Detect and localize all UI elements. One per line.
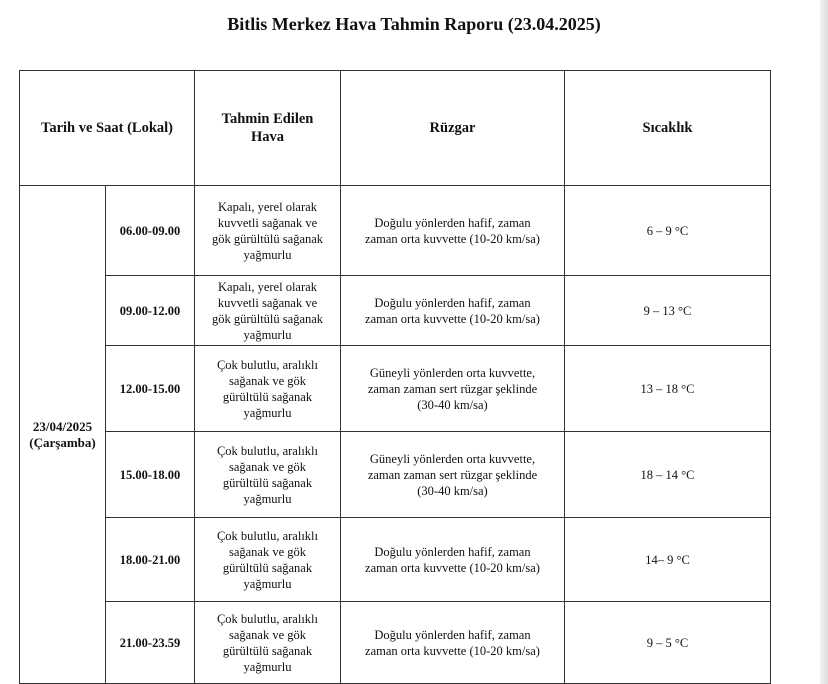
wind-line: zaman zaman sert rüzgar şeklinde [367,467,538,482]
table-row [20,602,771,684]
weather-line: sağanak ve gök [228,544,307,559]
date-cell [20,186,106,684]
header-row [20,71,771,186]
table-row [20,276,771,346]
wind-line: zaman zaman sert rüzgar şeklinde [367,381,538,396]
weather-line: gök gürültülü sağanak [211,311,324,326]
date-line1: 23/04/2025 [32,418,93,434]
wind-cell [341,432,565,518]
weather-line: kuvvetli sağanak ve [217,295,318,310]
wind-cell [341,276,565,346]
weather-line: yağmurlu [243,327,292,342]
header-wind: Rüzgar [341,71,565,186]
time-cell: 15.00-18.00 [106,432,195,518]
table-row [20,186,771,276]
wind-line: (30-40 km/sa) [417,397,488,412]
time-cell: 18.00-21.00 [106,518,195,602]
table-row [20,432,771,518]
weather-line: yağmurlu [243,491,292,506]
table-row [20,346,771,432]
weather-line: yağmurlu [243,247,292,262]
header-temperature: Sıcaklık [565,71,771,186]
weather-cell [195,276,341,346]
weather-line: gürültülü sağanak [222,643,313,658]
time-cell: 06.00-09.00 [106,186,195,276]
weather-line: sağanak ve gök [228,373,307,388]
page-edge [820,0,828,684]
forecast-table [19,70,771,684]
weather-line: sağanak ve gök [228,459,307,474]
weather-line: gürültülü sağanak [222,560,313,575]
weather-line: Çok bulutlu, aralıklı [216,357,319,372]
wind-cell [341,186,565,276]
wind-line: Doğulu yönlerden hafif, zaman [374,215,531,230]
time-cell: 21.00-23.59 [106,602,195,684]
wind-line: Doğulu yönlerden hafif, zaman [374,544,531,559]
weather-line: Çok bulutlu, aralıklı [216,611,319,626]
weather-cell [195,186,341,276]
temperature-cell: 6 – 9 °C [565,186,771,276]
header-weather: Tahmin Edilen Hava [195,71,341,186]
temperature-cell: 9 – 13 °C [565,276,771,346]
temperature-cell: 14– 9 °C [565,518,771,602]
temperature-cell: 9 – 5 °C [565,602,771,684]
wind-line: Güneyli yönlerden orta kuvvette, [369,451,536,466]
weather-line: Çok bulutlu, aralıklı [216,528,319,543]
weather-line: gök gürültülü sağanak [211,231,324,246]
weather-line: yağmurlu [243,576,292,591]
wind-cell [341,518,565,602]
wind-line: zaman orta kuvvette (10-20 km/sa) [365,560,540,575]
wind-line: Güneyli yönlerden orta kuvvette, [369,365,536,380]
weather-line: gürültülü sağanak [222,475,313,490]
weather-line: kuvvetli sağanak ve [217,215,318,230]
header-date-time: Tarih ve Saat (Lokal) [20,71,195,186]
weather-cell [195,518,341,602]
weather-line: sağanak ve gök [228,627,307,642]
wind-line: (30-40 km/sa) [417,483,488,498]
weather-cell [195,432,341,518]
time-cell: 12.00-15.00 [106,346,195,432]
wind-line: Doğulu yönlerden hafif, zaman [374,627,531,642]
weather-line: Çok bulutlu, aralıklı [216,443,319,458]
page-title: Bitlis Merkez Hava Tahmin Raporu (23.04.2025) [227,14,601,34]
weather-line: gürültülü sağanak [222,389,313,404]
wind-cell [341,602,565,684]
weather-line: yağmurlu [243,405,292,420]
weather-line: Kapalı, yerel olarak [218,199,317,214]
date-line2: (Çarşamba) [29,434,96,450]
temperature-cell: 13 – 18 °C [565,346,771,432]
wind-line: zaman orta kuvvette (10-20 km/sa) [365,231,540,246]
wind-line: zaman orta kuvvette (10-20 km/sa) [365,643,540,658]
weather-line: yağmurlu [243,659,292,674]
temperature-cell: 18 – 14 °C [565,432,771,518]
weather-cell [195,602,341,684]
time-cell: 09.00-12.00 [106,276,195,346]
table-row [20,518,771,602]
wind-line: zaman orta kuvvette (10-20 km/sa) [365,311,540,326]
wind-line: Doğulu yönlerden hafif, zaman [374,295,531,310]
wind-cell [341,346,565,432]
weather-line: Kapalı, yerel olarak [218,279,317,294]
weather-cell [195,346,341,432]
